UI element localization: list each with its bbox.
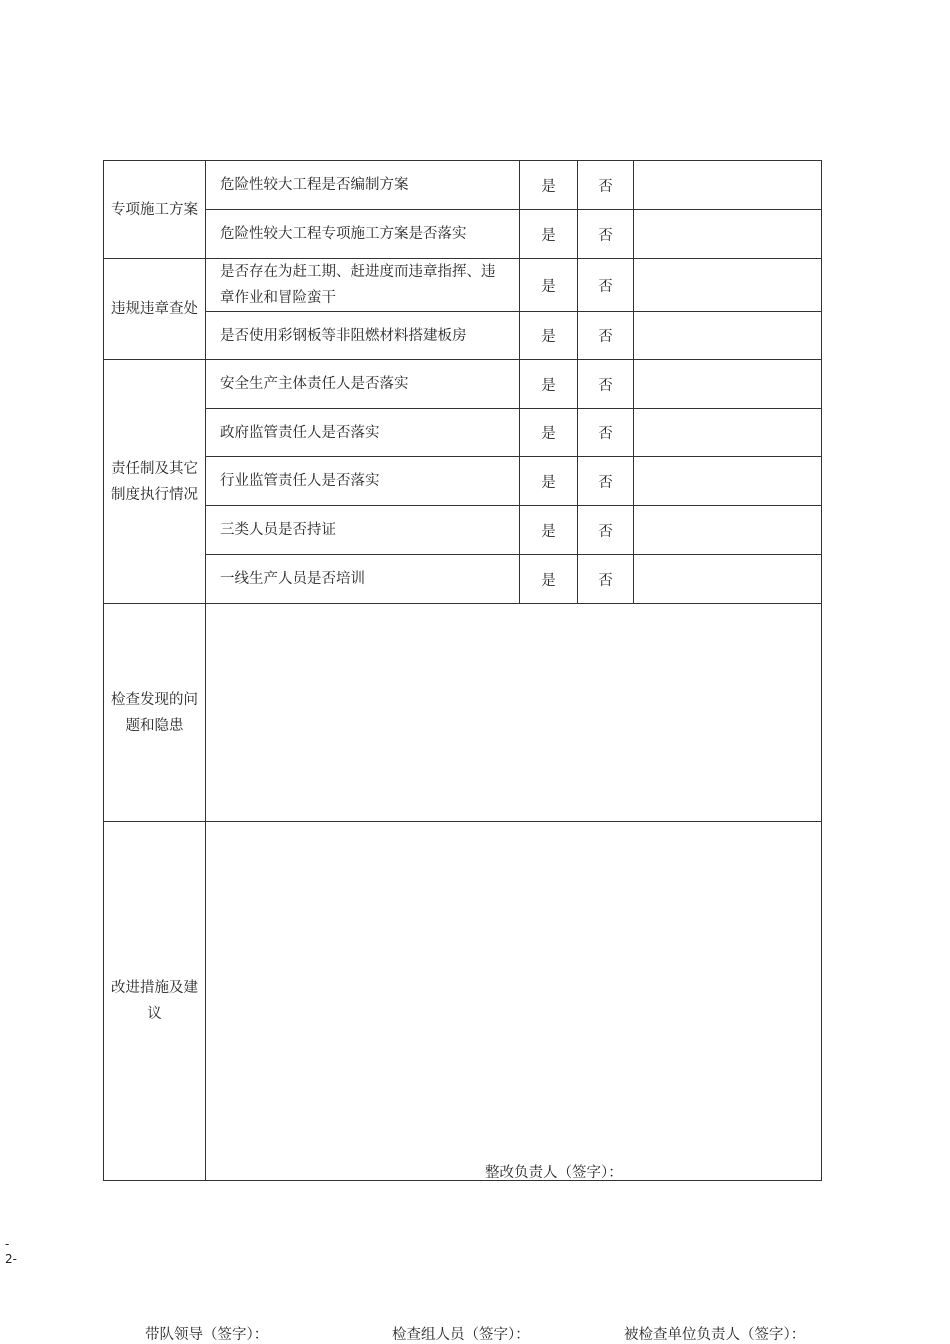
no-option[interactable]: 否 — [578, 210, 634, 259]
category-label: 责任制及其它制度执行情况 — [111, 460, 198, 503]
table-row — [104, 409, 822, 457]
yes-option[interactable]: 是 — [520, 161, 578, 210]
item-text: 危险性较大工程专项施工方案是否落实 — [206, 210, 520, 259]
item-text: 安全生产主体责任人是否落实 — [206, 360, 520, 409]
category-cell — [104, 360, 206, 604]
measures-input-area[interactable] — [206, 822, 822, 1181]
no-option[interactable]: 否 — [578, 457, 634, 506]
item-text: 是否使用彩钢板等非阻燃材料搭建板房 — [206, 312, 520, 360]
yes-option[interactable]: 是 — [520, 506, 578, 555]
issues-label-cell — [104, 604, 206, 822]
yes-option[interactable]: 是 — [520, 210, 578, 259]
yes-option[interactable]: 是 — [520, 555, 578, 604]
category-cell — [104, 259, 206, 360]
no-option[interactable]: 否 — [578, 360, 634, 409]
remark-cell[interactable] — [634, 506, 822, 555]
no-option[interactable]: 否 — [578, 161, 634, 210]
no-option[interactable]: 否 — [578, 259, 634, 312]
yes-option[interactable]: 是 — [520, 312, 578, 360]
rectification-signature: 整改负责人（签字）： — [485, 1165, 623, 1181]
yes-option[interactable]: 是 — [520, 259, 578, 312]
item-text: 三类人员是否持证 — [206, 506, 520, 555]
no-option[interactable]: 否 — [578, 312, 634, 360]
yes-option[interactable]: 是 — [520, 457, 578, 506]
table-row — [104, 506, 822, 555]
table-row — [104, 604, 822, 822]
measures-label: 改进措施及建议 — [111, 980, 198, 1022]
inspection-table — [103, 160, 822, 1181]
category-label: 专项施工方案 — [111, 201, 198, 218]
remark-cell[interactable] — [634, 360, 822, 409]
remark-cell[interactable] — [634, 555, 822, 604]
remark-cell[interactable] — [634, 409, 822, 457]
item-text: 一线生产人员是否培训 — [206, 555, 520, 604]
item-text: 危险性较大工程是否编制方案 — [206, 161, 520, 210]
unit-head-signature: 被检查单位负责人（签字）： — [624, 1327, 806, 1343]
leader-signature: 带队领导（签字）： — [145, 1327, 269, 1343]
no-option[interactable]: 否 — [578, 409, 634, 457]
remark-cell[interactable] — [634, 457, 822, 506]
table-row — [104, 822, 822, 1181]
issues-input-area[interactable] — [206, 604, 822, 822]
remark-cell[interactable] — [634, 210, 822, 259]
no-option[interactable]: 否 — [578, 506, 634, 555]
measures-label-cell — [104, 822, 206, 1181]
page-marker-dash: - — [5, 1237, 10, 1251]
remark-cell[interactable] — [634, 161, 822, 210]
yes-option[interactable]: 是 — [520, 360, 578, 409]
category-cell — [104, 161, 206, 259]
issues-label: 检查发现的问题和隐患 — [111, 691, 198, 734]
table-row — [104, 555, 822, 604]
category-label: 违规违章查处 — [111, 301, 198, 317]
table-row — [104, 312, 822, 360]
item-text: 是否存在为赶工期、赶进度而违章指挥、违章作业和冒险蛮干 — [206, 259, 520, 312]
page-number: 2- — [5, 1252, 17, 1266]
team-signature: 检查组人员（签字）： — [392, 1327, 530, 1343]
remark-cell[interactable] — [634, 259, 822, 312]
item-text: 行业监管责任人是否落实 — [206, 457, 520, 506]
table-row — [104, 210, 822, 259]
table-row — [104, 161, 822, 210]
remark-cell[interactable] — [634, 312, 822, 360]
table-row — [104, 259, 822, 312]
yes-option[interactable]: 是 — [520, 409, 578, 457]
table-row — [104, 360, 822, 409]
no-option[interactable]: 否 — [578, 555, 634, 604]
item-text: 政府监管责任人是否落实 — [206, 409, 520, 457]
table-row — [104, 457, 822, 506]
